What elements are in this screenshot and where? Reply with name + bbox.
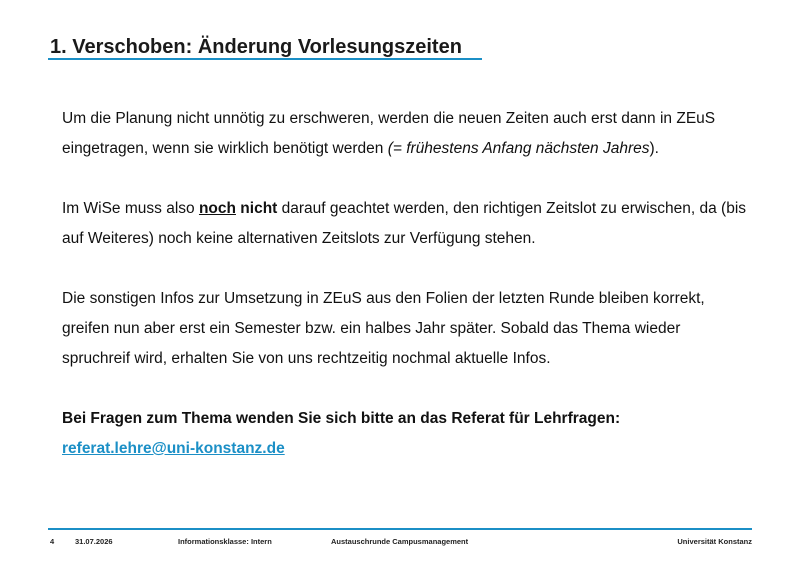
slide-body [62, 104, 752, 464]
paragraph-wise [62, 194, 752, 254]
p2-text-a: Im WiSe muss also [62, 200, 199, 217]
paragraph-contact [62, 404, 752, 464]
page-number: 4 [50, 537, 55, 546]
email-link[interactable]: referat.lehre@uni-konstanz.de [62, 440, 285, 457]
contact-text: Bei Fragen zum Thema wenden Sie sich bitte an das Referat für Lehrfragen: [62, 410, 621, 427]
p1-italic: (= frühestens Anfang nächsten Jahres [387, 140, 650, 157]
footer-classification: Informationsklasse: Intern [178, 537, 272, 546]
title-underline [48, 58, 482, 60]
slide-title: 1. Verschoben: Änderung Vorlesungszeiten [50, 36, 462, 58]
p2-nicht: nicht [240, 200, 278, 217]
paragraph-planning [62, 104, 752, 164]
paragraph-infos: Die sonstigen Infos zur Umsetzung in ZEuS aus den Folien der letzten Runde bleiben korrekt, greifen nun aber erst ein Semester bzw. ein halbes Jahr später. Sobald das Thema wieder spruchreif wird, erhalten Sie von uns rechtzeitig nochmal aktuelle Infos. [62, 290, 705, 367]
footer-institution: Universität Konstanz [677, 537, 752, 546]
footer-rule [48, 528, 752, 530]
p2-noch: noch [198, 200, 236, 217]
p1-end: ). [649, 140, 659, 157]
p2-text-b: darauf geachtet werden, den richtigen Zeitslot zu erwischen, da (bis auf Weiteres) noch keine alternativen Zeitslots zur Verfügung stehen. [62, 200, 747, 247]
footer-event: Austauschrunde Campusmanagement [331, 537, 469, 546]
p1-text: Um die Planung nicht unnötig zu erschweren, werden die neuen Zeiten auch erst dann in ZEuS eingetragen, wenn sie wirklich benötigt werden [62, 110, 716, 157]
footer-date: 31.07.2026 [75, 537, 113, 546]
